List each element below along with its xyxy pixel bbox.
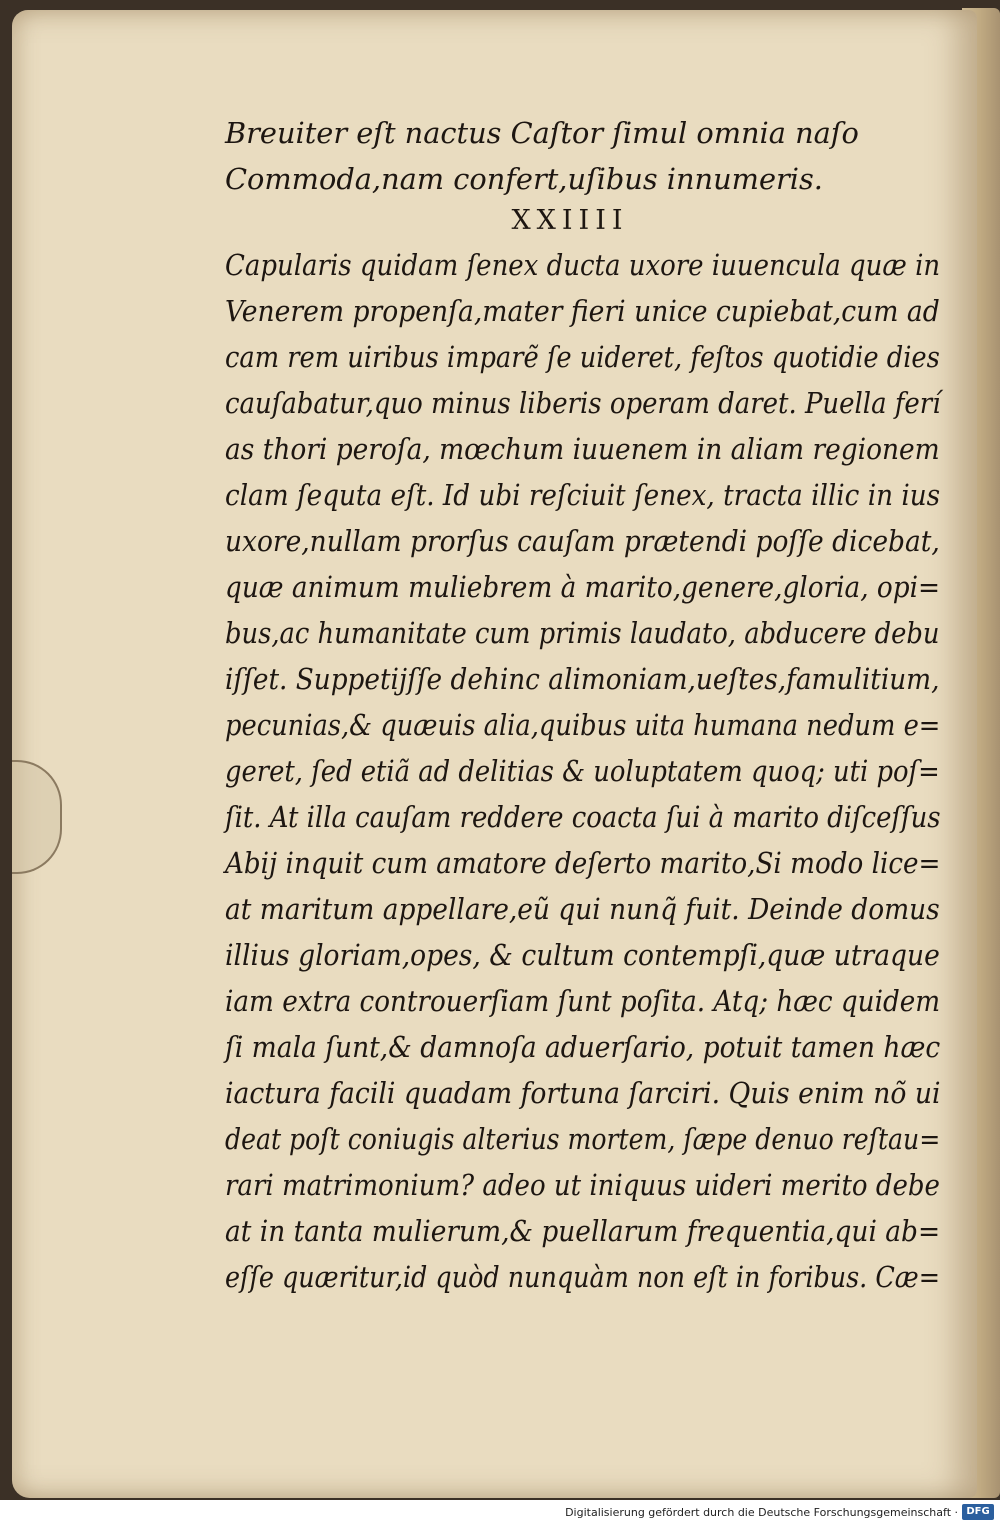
text-line: cauſabatur,quo minus liberis operam daret. Puella ferí: [225, 386, 941, 420]
text-line: Breuiter eſt nactus Caſtor ſimul omnia naſo: [225, 116, 859, 150]
text-line: deat poſt coniugis alterius mortem, ſæpe denuo reſtau=: [225, 1122, 941, 1156]
text-line: at maritum appellare,eũ qui nunq̃ fuit. Deinde domus: [225, 892, 940, 926]
text-block: [225, 110, 945, 1300]
section-heading: XXIIII: [511, 205, 629, 236]
text-line: iactura facili quadam fortuna ſarciri. Quis enim nõ ui: [225, 1076, 941, 1110]
text-line: ſit. At illa cauſam reddere coacta ſui à marito diſceſſus: [225, 800, 941, 834]
dfg-logo: DFG: [962, 1504, 994, 1520]
text-line: at in tanta mulierum,& puellarum frequentia,qui ab=: [225, 1214, 941, 1248]
text-line: Abij inquit cum amatore deſerto marito,Si modo lice=: [225, 846, 941, 880]
text-line: cam rem uiribus imparẽ ſe uideret, feſtos quotidie dies: [225, 340, 940, 374]
text-line: Capularis quidam ſenex ducta uxore iuuencula quæ in: [225, 248, 941, 282]
digitization-credit: Digitalisierung gefördert durch die Deutsche Forschungsgemeinschaft ·: [565, 1506, 958, 1519]
text-line: bus,ac humanitate cum primis laudato, abducere debu: [225, 616, 940, 650]
text-line: clam ſequta eſt. Id ubi reſciuit ſenex, tracta illic in ius: [225, 478, 941, 512]
text-line: Venerem propenſa,mater fieri unice cupiebat,cum ad: [225, 294, 940, 328]
text-line: ſi mala ſunt,& damnoſa aduerſario, potuit tamen hæc: [225, 1030, 941, 1064]
text-line: geret, ſed etiã ad delitias & uoluptatem quoq; uti poſ=: [225, 754, 940, 788]
footer-bar: [0, 1500, 1000, 1526]
text-line: rari matrimonium? adeo ut iniquus uideri merito debe: [225, 1168, 940, 1202]
binding-clasp: [12, 760, 62, 874]
text-line: illius gloriam,opes, & cultum contempſi,quæ utraque: [225, 938, 940, 972]
text-line: uxore,nullam prorſus cauſam prætendi poſſe dicebat,: [225, 524, 940, 558]
text-line: iſſet. Suppetijſſe dehinc alimoniam,ueſtes,famulitium,: [225, 662, 940, 696]
text-line: iam extra controuerſiam ſunt poſita. Atq; hæc quidem: [225, 984, 941, 1018]
text-line: pecunias,& quæuis alia,quibus uita humana nedum e=: [225, 708, 941, 742]
text-line: Commoda,nam confert,uſibus innumeris.: [225, 162, 823, 196]
text-line: quæ animum muliebrem à marito,genere,gloria, opi=: [225, 570, 941, 604]
text-line: as thori peroſa, mœchum iuuenem in aliam regionem: [225, 432, 940, 466]
text-line: eſſe quæritur,id quòd nunquàm non eſt in foribus. Cæ=: [225, 1260, 941, 1294]
